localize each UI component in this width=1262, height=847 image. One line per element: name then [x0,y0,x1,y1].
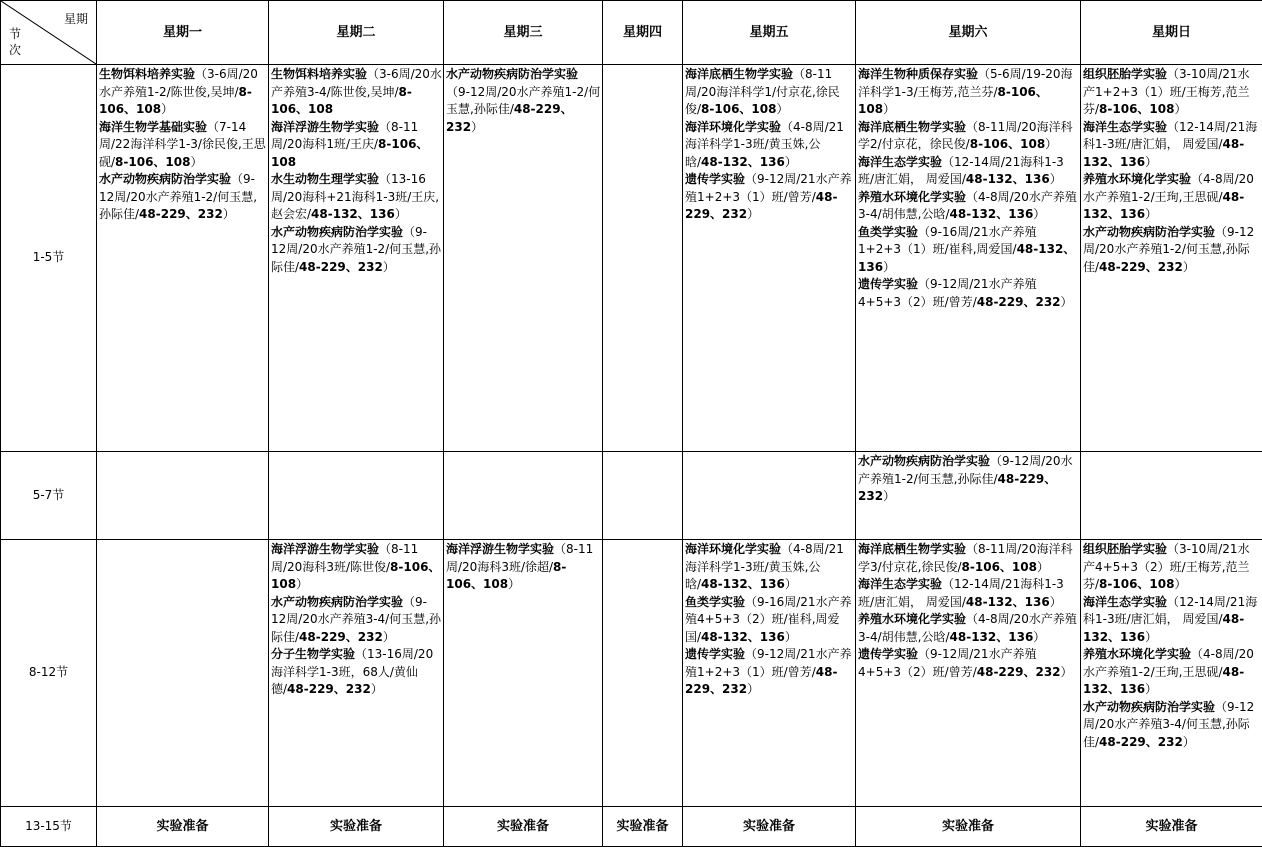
course-tail: ） [1145,155,1157,169]
course-detail: （4-8周/20水产养殖3-4/胡伟慧,公晗/ [858,612,1077,644]
course-entry [685,594,854,647]
course-detail: （7-14周/22海洋科学1-3/徐民俊,王思砚/ [99,120,266,169]
course-detail: （8-11周/20海洋科学1/付京花,徐民俊/ [685,67,840,116]
course-room: 48-132、136 [966,172,1050,186]
course-entry [858,154,1079,189]
course-name: 水产动物疾病防治学实验 [446,67,578,81]
schedule-cell [856,452,1081,540]
course-name: 生物饵料培养实验 [271,67,367,81]
course-tail: ） [883,102,895,116]
course-entry [858,576,1079,611]
course-tail: ） [1033,630,1045,644]
course-detail: （8-11周/20海科1班/王庆/ [271,120,418,152]
prep-cell: 实验准备 [97,807,269,847]
course-name: 遗传学实验 [858,647,918,661]
course-entry [858,119,1079,154]
course-detail: （8-11周/20海洋科学2/付京花，徐民俊/ [858,120,1073,152]
schedule-cell [269,65,444,452]
course-entry [858,453,1079,506]
course-detail: （9-12周/20水产养殖3-4/何玉慧,孙际佳/ [271,595,441,644]
course-room: 8-106、108 [271,560,440,592]
course-tail: ） [1050,595,1062,609]
schedule-cell [856,65,1081,452]
schedule-cell [683,540,856,807]
course-room: 8-106、108 [970,137,1045,151]
day-header-mon: 星期一 [97,1,269,65]
course-entry [1083,171,1261,224]
course-detail: （12-14周/21海科1-3班/唐汇娟， 周爱国/ [858,577,1064,609]
course-entry [858,646,1079,681]
course-entry [446,66,601,136]
schedule-cell [444,452,603,540]
course-room: 48-132、136 [858,242,1075,274]
course-room: 48-229、232 [685,665,837,697]
course-entry [858,611,1079,646]
course-detail: （5-6周/19-20海洋科学1-3/王梅芳,范兰芬/ [858,67,1073,99]
course-entry [685,119,854,172]
course-tail: ） [747,207,759,221]
course-name: 遗传学实验 [685,172,745,186]
course-tail: ） [1061,665,1073,679]
course-tail: ） [1145,207,1157,221]
course-name: 水产动物疾病防治学实验 [271,595,403,609]
course-name: 组织胚胎学实验 [1083,542,1167,556]
course-tail: ） [508,577,520,591]
course-room: 48-229、232 [1099,260,1183,274]
course-room: 48-229、232 [139,207,223,221]
course-detail: （13-16周/20海科+21海科1-3班/王庆,赵会宏/ [271,172,439,221]
course-detail: （3-10周/21水产1+2+3（1）班/王梅芳,范兰芬/ [1083,67,1250,116]
day-header-thu: 星期四 [603,1,683,65]
course-name: 海洋生态学实验 [1083,595,1167,609]
course-name: 鱼类学实验 [685,595,745,609]
schedule-cell [1081,452,1262,540]
course-entry [271,541,442,594]
course-tail: ） [883,489,895,503]
course-room: 48-229、232 [1099,735,1183,749]
schedule-cell [1081,65,1262,452]
course-room: 48-132、136 [1083,137,1244,169]
course-room: 48-132、136 [950,630,1034,644]
course-entry [685,66,854,119]
course-entry [858,66,1079,119]
schedule-cell [444,540,603,807]
schedule-cell [856,540,1081,807]
course-entry [1083,66,1261,119]
course-room: 8-106、108 [1099,102,1174,116]
course-detail: （4-8周/20水产养殖1-2/王珣,王思砚/ [1083,647,1254,679]
course-detail: （8-11周/20海洋科学3/付京花,徐民俊/ [858,542,1073,574]
course-tail: ） [383,260,395,274]
prep-cell: 实验准备 [1081,807,1262,847]
course-name: 海洋生态学实验 [858,577,942,591]
schedule-cell [97,65,269,452]
prep-cell: 实验准备 [683,807,856,847]
course-detail: （13-16周/20海洋科学1-3班，68人/黄仙德/ [271,647,433,696]
course-name: 海洋环境化学实验 [685,120,781,134]
course-name: 海洋生态学实验 [1083,120,1167,134]
course-entry [271,66,442,119]
course-tail: ） [190,155,202,169]
course-name: 水产动物疾病防治学实验 [99,172,231,186]
day-header-wed: 星期三 [444,1,603,65]
course-room: 48-132、136 [701,630,785,644]
course-room: 8-106、108 [446,560,566,592]
course-entry [99,66,267,119]
course-room: 48-132、136 [1083,612,1244,644]
course-detail: （8-11周/20海科3班/徐超/ [446,542,593,574]
course-entry [858,276,1079,311]
period-row [1,452,1262,540]
schedule-cell [603,452,683,540]
course-room: 48-132、136 [950,207,1034,221]
course-entry [1083,224,1261,277]
course-name: 水产动物疾病防治学实验 [271,225,403,239]
course-detail: （4-8周/20水产养殖3-4/胡伟慧,公晗/ [858,190,1077,222]
course-name: 养殖水环境化学实验 [1083,647,1191,661]
course-room: 48-229、232 [685,190,837,222]
course-tail: ） [471,120,483,134]
course-name: 海洋生态学实验 [858,155,942,169]
course-room: 8-106、108 [962,560,1037,574]
course-name: 海洋环境化学实验 [685,542,781,556]
course-detail: （9-16周/21水产养殖1+2+3（1）班/崔科,周爱国/ [858,225,1037,257]
course-detail: （9-12周/21水产养殖4+5+3（2）班/曾芳/ [858,277,1037,309]
course-room: 8-106、108 [1099,577,1174,591]
course-entry [271,646,442,699]
course-name: 养殖水环境化学实验 [858,190,966,204]
period-label: 13-15节 [1,807,97,847]
course-tail: ） [1145,682,1157,696]
course-detail: （12-14周/21海科1-3班/唐汇娟， 周爱国/ [1083,595,1257,627]
course-name: 海洋生物学基础实验 [99,120,207,134]
day-header-sun: 星期日 [1081,1,1262,65]
course-entry [1083,594,1261,647]
period-row [1,65,1262,452]
header-row [1,1,1262,65]
course-room: 48-229、232 [858,472,1056,504]
course-detail: （3-10周/21水产4+5+3（2）班/王梅芳,范兰芬/ [1083,542,1250,591]
course-tail: ） [785,630,797,644]
period-row [1,540,1262,807]
course-tail: ） [1145,630,1157,644]
course-detail: （9-12周/20水产养殖3-4/何玉慧,孙际佳/ [1083,700,1254,749]
course-room: 48-132、136 [701,577,785,591]
course-name: 海洋浮游生物学实验 [446,542,554,556]
course-entry [858,224,1079,277]
course-tail: ） [785,577,797,591]
course-name: 组织胚胎学实验 [1083,67,1167,81]
course-name: 海洋底栖生物学实验 [858,120,966,134]
course-name: 养殖水环境化学实验 [858,612,966,626]
course-entry [1083,541,1261,594]
course-room: 48-132、136 [1083,190,1244,222]
course-entry [271,224,442,277]
course-room: 48-132、136 [966,595,1050,609]
schedule-cell [269,452,444,540]
course-entry [1083,119,1261,172]
course-tail: ） [1183,260,1195,274]
course-room: 48-132、136 [701,155,785,169]
course-name: 鱼类学实验 [858,225,918,239]
course-tail: ） [383,630,395,644]
course-detail: （9-12周/21水产养殖4+5+3（2）班/曾芳/ [858,647,1037,679]
course-detail: （12-14周/21海科1-3班/唐汇娟， 周爱国/ [1083,120,1257,152]
day-header-sat: 星期六 [856,1,1081,65]
schedule-cell [603,65,683,452]
course-detail: （4-8周/21海洋科学1-3班/黄玉姝,公晗/ [685,542,844,591]
course-room: 8-106、108 [858,85,1048,117]
course-tail: ） [883,260,895,274]
course-tail: ） [1174,102,1186,116]
course-name: 水生动物生理学实验 [271,172,379,186]
course-entry [858,189,1079,224]
course-detail: （4-8周/21海洋科学1-3班/黄玉姝,公晗/ [685,120,844,169]
course-room: 8-106、108 [115,155,190,169]
course-tail: ） [747,682,759,696]
course-tail: ） [1033,207,1045,221]
course-detail: （9-12周/20水产养殖1-2/何玉慧,孙际佳/ [1083,225,1254,274]
course-detail: （8-11周/20海科3班/陈世俊/ [271,542,418,574]
course-entry [685,646,854,699]
course-tail: ） [785,155,797,169]
course-room: 8-106、108 [271,85,412,117]
prep-cell: 实验准备 [444,807,603,847]
course-room: 8-106、108 [99,85,252,117]
schedule-cell [603,540,683,807]
course-entry [446,541,601,594]
course-name: 养殖水环境化学实验 [1083,172,1191,186]
schedule-cell [1081,540,1262,807]
course-entry [271,594,442,647]
course-room: 8-106、108 [271,137,428,169]
course-room: 8-106、108 [701,102,776,116]
prep-cell: 实验准备 [603,807,683,847]
course-detail: （3-6周/20水产养殖3-4/陈世俊,吴坤/ [271,67,442,99]
course-room: 48-229、232 [287,682,371,696]
schedule-cell [97,540,269,807]
course-entry [271,119,442,172]
course-room: 48-229、232 [446,102,573,134]
course-room: 48-132、136 [1083,665,1244,697]
course-detail: （9-12周/21水产养殖1+2+3（1）班/曾芳/ [685,647,852,679]
corner-week-label: 星期 [64,11,88,29]
course-tail: ） [1183,735,1195,749]
prep-row [1,807,1262,847]
course-entry [99,119,267,172]
course-entry [685,171,854,224]
course-entry [1083,699,1261,752]
course-tail: ） [1061,295,1073,309]
course-name: 海洋底栖生物学实验 [685,67,793,81]
course-detail: （9-16周/21水产养殖4+5+3（2）班/崔科,周爱国/ [685,595,852,644]
period-label: 5-7节 [1,452,97,540]
course-name: 水产动物疾病防治学实验 [858,454,990,468]
course-detail: （9-12周/21水产养殖1+2+3（1）班/曾芳/ [685,172,852,204]
course-name: 生物饵料培养实验 [99,67,195,81]
course-name: 分子生物学实验 [271,647,355,661]
period-label: 8-12节 [1,540,97,807]
course-name: 海洋生物种质保存实验 [858,67,978,81]
schedule-cell [444,65,603,452]
schedule-cell [683,65,856,452]
course-entry [858,541,1079,576]
schedule-cell [269,540,444,807]
course-tail: ） [1045,137,1057,151]
course-entry [685,541,854,594]
course-tail: ） [1037,560,1049,574]
course-tail: ） [161,102,173,116]
course-detail: （9-12周/20水产养殖1-2/何玉慧,孙际佳/ [858,454,1073,486]
course-detail: （9-12周/20水产养殖1-2/何玉慧,孙际佳/ [271,225,441,274]
course-room: 48-229、232 [299,630,383,644]
course-name: 遗传学实验 [685,647,745,661]
course-tail: ） [296,577,308,591]
prep-cell: 实验准备 [269,807,444,847]
period-label: 1-5节 [1,65,97,452]
course-name: 海洋底栖生物学实验 [858,542,966,556]
course-tail: ） [776,102,788,116]
prep-cell: 实验准备 [856,807,1081,847]
corner-session-label: 节 次 [9,26,21,58]
course-name: 海洋浮游生物学实验 [271,542,379,556]
schedule-cell [97,452,269,540]
course-entry [99,171,267,224]
course-tail: ） [1174,577,1186,591]
course-tail: ） [223,207,235,221]
course-name: 水产动物疾病防治学实验 [1083,700,1215,714]
course-detail: （9-12周/20水产养殖1-2/何玉慧,孙际佳/ [99,172,257,221]
course-room: 48-229、232 [299,260,383,274]
course-name: 遗传学实验 [858,277,918,291]
day-header-fri: 星期五 [683,1,856,65]
course-room: 48-132、136 [311,207,395,221]
course-detail: （3-6周/20水产养殖1-2/陈世俊,吴坤/ [99,67,258,99]
course-entry [1083,646,1261,699]
course-tail: ） [1050,172,1062,186]
course-detail: （4-8周/20水产养殖1-2/王珣,王思砚/ [1083,172,1254,204]
day-header-tue: 星期二 [269,1,444,65]
course-room: 48-229、232 [977,295,1061,309]
course-detail: （9-12周/20水产养殖1-2/何玉慧,孙际佳/ [446,85,600,117]
course-room: 48-229、232 [977,665,1061,679]
schedule-cell [683,452,856,540]
course-name: 水产动物疾病防治学实验 [1083,225,1215,239]
course-detail: （12-14周/21海科1-3班/唐汇娟， 周爱国/ [858,155,1064,187]
course-entry [271,171,442,224]
course-tail: ） [395,207,407,221]
course-name: 海洋浮游生物学实验 [271,120,379,134]
course-tail: ） [371,682,383,696]
corner-cell [1,1,97,65]
